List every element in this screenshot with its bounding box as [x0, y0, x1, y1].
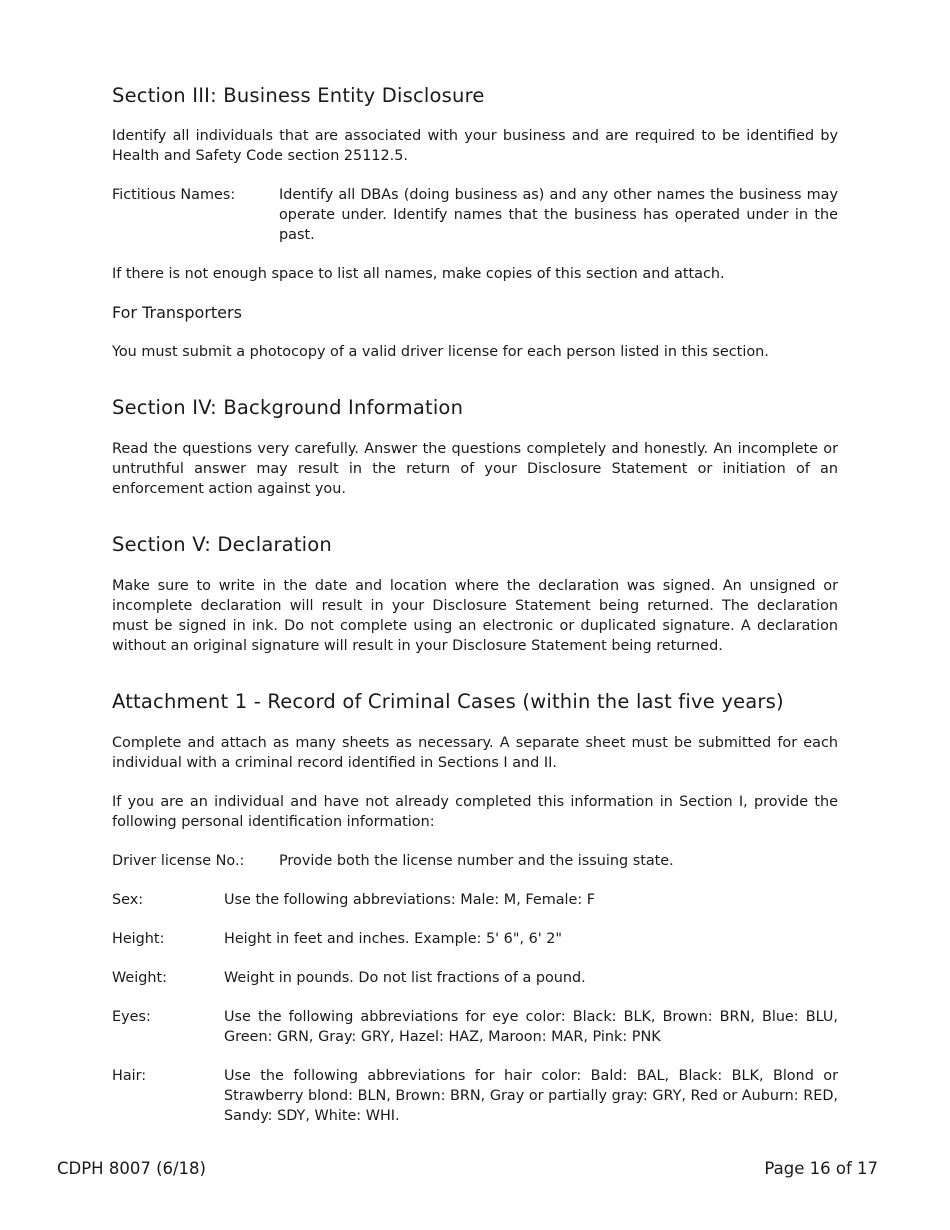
section-5-heading: Section V: Declaration [112, 533, 332, 556]
field-row-sex [112, 890, 838, 910]
fictitious-names-label: Fictitious Names: [112, 187, 236, 203]
space-note: If there is not enough space to list all names, make copies of this section and attach. [112, 266, 725, 282]
field-label: Sex: [112, 892, 144, 908]
section-3-heading: Section III: Business Entity Disclosure [112, 84, 485, 107]
form-id: CDPH 8007 (6/18) [57, 1159, 206, 1178]
section-3-intro: Identify all individuals that are associated with your business and are required to be identified by Health and Safety Code section 25112.5. [112, 128, 838, 164]
field-text: Use the following abbreviations: Male: M, Female: F [224, 892, 596, 908]
transporters-text: You must submit a photocopy of a valid driver license for each person listed in this section. [112, 344, 769, 360]
document-body [112, 84, 838, 1126]
field-row-weight [112, 968, 838, 988]
attachment-1-heading: Attachment 1 - Record of Criminal Cases (within the last five years) [112, 690, 784, 713]
fictitious-names-row [112, 185, 838, 245]
driver-license-text: Provide both the license number and the issuing state. [279, 853, 674, 869]
field-text: Weight in pounds. Do not list fractions of a pound. [224, 970, 586, 986]
field-text: Height in feet and inches. Example: 5' 6", 6' 2" [224, 931, 563, 947]
field-label: Hair: [112, 1068, 147, 1084]
driver-license-row [112, 851, 838, 871]
field-row-hair [112, 1066, 838, 1126]
field-row-height [112, 929, 838, 949]
field-label: Eyes: [112, 1009, 151, 1025]
fictitious-names-text: Identify all DBAs (doing business as) and any other names the business may operate under. Identify names that the business has operated under in the past. [279, 187, 838, 243]
field-text: Use the following abbreviations for eye color: Black: BLK, Brown: BRN, Blue: BLU, Green: GRN, Gray: GRY, Hazel: HAZ, Maroon: MAR, Pink: PNK [224, 1009, 838, 1045]
page-number: Page 16 of 17 [764, 1159, 878, 1178]
field-text: Use the following abbreviations for hair color: Bald: BAL, Black: BLK, Blond or Strawberry blond: BLN, Brown: BRN, Gray or partially gray: GRY, Red or Auburn: RED, Sandy: SDY, White: WHI. [224, 1068, 838, 1124]
transporters-heading: For Transporters [112, 303, 242, 322]
attachment-1-intro: Complete and attach as many sheets as necessary. A separate sheet must be submitted for each individual with a criminal record identified in Sections I and II. [112, 735, 838, 771]
field-label: Weight: [112, 970, 167, 986]
section-5-text: Make sure to write in the date and location where the declaration was signed. An unsigned or incomplete declaration will result in your Disclosure Statement being returned. The declaration must be signed in ink. Do not complete using an electronic or duplicated signature. A declaration without an original signature will result in your Disclosure Statement being returned. [112, 578, 838, 654]
section-4-heading: Section IV: Background Information [112, 396, 464, 419]
field-label: Height: [112, 931, 165, 947]
field-row-eyes [112, 1007, 838, 1047]
individual-note: If you are an individual and have not already completed this information in Section I, provide the following personal identification information: [112, 794, 838, 830]
section-4-text: Read the questions very carefully. Answer the questions completely and honestly. An incomplete or untruthful answer may result in the return of your Disclosure Statement or initiation of an enforcement action against you. [112, 441, 838, 497]
driver-license-label: Driver license No.: [112, 853, 245, 869]
